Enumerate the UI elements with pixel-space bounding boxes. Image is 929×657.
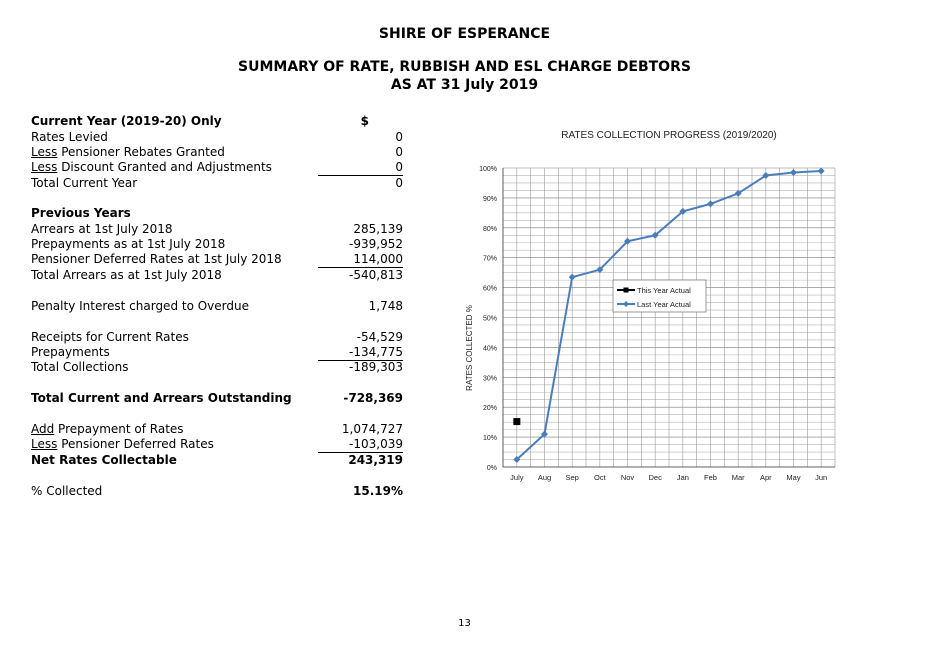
currency-symbol: $ — [360, 114, 369, 128]
y-tick-label: 10% — [482, 435, 497, 443]
x-tick-label: Oct — [593, 473, 606, 482]
x-tick-label: Aug — [537, 473, 552, 482]
data-point-diamond — [569, 274, 576, 281]
y-tick-label: 80% — [482, 225, 497, 233]
row-value: 0 — [395, 145, 403, 159]
y-tick-labels — [479, 166, 497, 472]
y-tick-label: 40% — [482, 345, 497, 353]
row-label: Pensioner Deferred Rates at 1st July 2018 — [31, 252, 282, 266]
row-value: 1,074,727 — [341, 422, 403, 436]
row-value: 0 — [395, 160, 403, 174]
data-point-diamond — [790, 169, 797, 176]
y-tick-label: 0% — [486, 465, 497, 472]
less-prefix: Less — [31, 160, 58, 174]
row-value: -134,775 — [349, 345, 403, 359]
row-label — [31, 422, 184, 437]
row-value: 114,000 — [353, 252, 403, 266]
data-point-diamond — [707, 200, 714, 207]
row-label: % Collected — [31, 484, 103, 498]
row-value: 243,319 — [348, 453, 403, 467]
label-text: Pensioner Rebates Granted — [57, 145, 225, 159]
row-label: Net Rates Collectable — [31, 453, 177, 467]
x-tick-labels — [510, 473, 827, 482]
row-value: -939,952 — [349, 237, 403, 251]
row-value: -103,039 — [349, 437, 403, 451]
x-tick-label: July — [510, 473, 524, 482]
y-tick-label: 20% — [482, 405, 497, 413]
x-tick-label: May — [786, 473, 801, 482]
subtotal-rule — [318, 175, 403, 176]
report-title: SUMMARY OF RATE, RUBBISH AND ESL CHARGE DEBTORS — [238, 59, 691, 75]
row-label: Total Current Year — [31, 176, 138, 190]
label-text: Pensioner Deferred Rates — [57, 437, 214, 451]
x-tick-label: Jun — [815, 473, 828, 482]
x-tick-label: Sep — [565, 473, 579, 482]
row-label — [31, 437, 214, 452]
chart-gridlines — [503, 168, 835, 467]
row-label: Prepayments as at 1st July 2018 — [31, 237, 226, 251]
row-label: Arrears at 1st July 2018 — [31, 222, 173, 236]
y-tick-label: 90% — [482, 195, 497, 203]
label-text: Discount Granted and Adjustments — [57, 160, 272, 174]
y-tick-label: 70% — [482, 255, 497, 263]
legend-label: This Year Actual — [637, 286, 691, 295]
x-tick-label: Mar — [731, 473, 745, 482]
data-point-square — [513, 418, 520, 425]
row-value: 0 — [395, 130, 403, 144]
row-label — [31, 145, 225, 160]
add-prefix: Add — [31, 422, 55, 436]
row-value: -540,813 — [349, 268, 403, 282]
row-label — [31, 160, 272, 175]
x-tick-label: Jan — [676, 473, 689, 482]
report-date: AS AT 31 July 2019 — [390, 77, 539, 93]
chart-title: RATES COLLECTION PROGRESS (2019/2020) — [561, 130, 777, 141]
previous-years-heading: Previous Years — [31, 206, 131, 220]
row-value: 0 — [395, 176, 403, 190]
row-value: 15.19% — [353, 484, 403, 498]
current-year-heading: Current Year (2019-20) Only — [31, 114, 222, 128]
less-prefix: Less — [31, 145, 58, 159]
y-tick-label: 30% — [482, 375, 497, 383]
chart-legend — [613, 280, 706, 312]
x-tick-label: Apr — [759, 473, 772, 482]
y-axis-label: RATES COLLECTED % — [465, 305, 474, 391]
row-value: 285,139 — [353, 222, 403, 236]
row-value: 1,748 — [368, 299, 403, 313]
row-label: Receipts for Current Rates — [31, 330, 189, 344]
row-label: Prepayments — [31, 345, 110, 359]
x-tick-label: Nov — [620, 473, 635, 482]
x-tick-label: Dec — [648, 473, 662, 482]
data-point-diamond — [818, 167, 825, 174]
org-name: SHIRE OF ESPERANCE — [378, 26, 551, 42]
rates-collection-chart — [455, 120, 845, 490]
legend-marker — [624, 288, 629, 293]
y-tick-label: 50% — [482, 315, 497, 323]
row-label: Penalty Interest charged to Overdue — [31, 299, 249, 313]
row-label: Total Current and Arrears Outstanding — [31, 391, 292, 405]
row-label: Total Collections — [31, 360, 129, 374]
less-prefix: Less — [31, 437, 58, 451]
y-tick-label: 60% — [482, 285, 497, 293]
x-tick-label: Feb — [704, 473, 717, 482]
row-value: -728,369 — [343, 391, 403, 405]
row-label: Rates Levied — [31, 130, 108, 144]
page-number: 13 — [458, 618, 471, 629]
legend-label: Last Year Actual — [637, 300, 691, 309]
row-value: -189,303 — [349, 360, 403, 374]
row-label: Total Arrears as at 1st July 2018 — [31, 268, 222, 282]
label-text: Prepayment of Rates — [54, 422, 184, 436]
y-tick-label: 100% — [479, 166, 497, 173]
row-value: -54,529 — [356, 330, 403, 344]
